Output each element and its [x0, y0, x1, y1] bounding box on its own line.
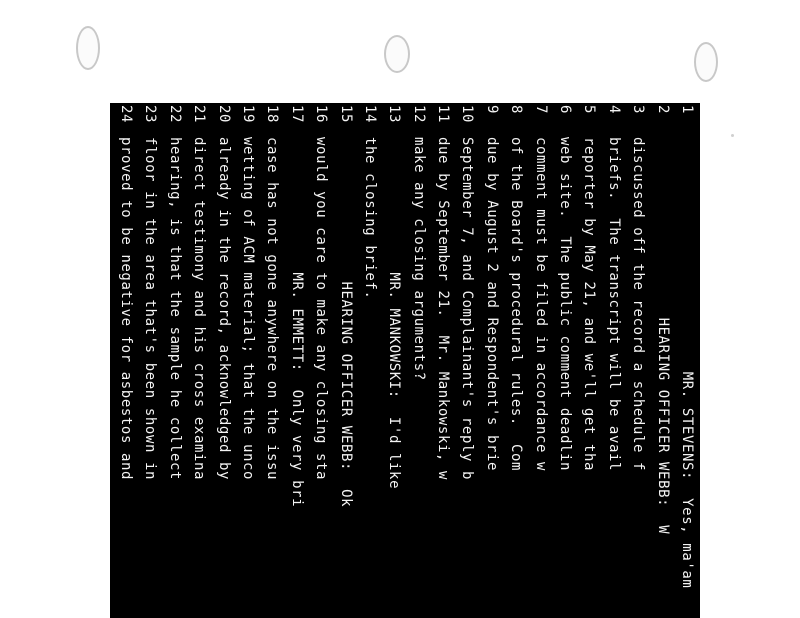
transcript-line [162, 103, 186, 618]
line-number: 23 [142, 105, 159, 124]
line-text: HEARING OFFICER WEBB: W [654, 137, 671, 535]
transcript-line [187, 103, 211, 618]
transcript-text-block [110, 103, 700, 618]
binder-hole-center [384, 35, 410, 73]
line-number: 6 [557, 105, 574, 115]
line-number: 11 [435, 105, 452, 124]
line-number: 12 [410, 105, 427, 124]
transcript-page [110, 103, 700, 618]
line-number: 5 [581, 105, 598, 115]
scan-speck [731, 134, 734, 137]
line-text: briefs. The transcript will be avail [605, 137, 622, 472]
line-text: already in the record, acknowledged by [215, 137, 232, 481]
transcript-line [479, 103, 503, 618]
line-text: discussed off the record a schedule f [630, 137, 647, 472]
line-number: 24 [118, 105, 135, 124]
line-number: 13 [386, 105, 403, 124]
line-text: proved to be negative for asbestos and [118, 137, 135, 481]
line-text: MR. MANKOWSKI: I'd like [386, 137, 403, 490]
line-number: 16 [313, 105, 330, 124]
transcript-line [455, 103, 479, 618]
transcript-line [577, 103, 601, 618]
transcript-line [284, 103, 308, 618]
line-text: of the Board's procedural rules. Com [508, 137, 525, 472]
transcript-line [504, 103, 528, 618]
line-number: 19 [239, 105, 256, 124]
binder-hole-left [76, 26, 100, 70]
line-number: 15 [337, 105, 354, 124]
line-number: 21 [191, 105, 208, 124]
line-text: reporter by May 21, and we'll get tha [581, 137, 598, 472]
line-text: MR. EMMETT: Only very bri [288, 137, 305, 508]
line-text: comment must be filed in accordance w [532, 137, 549, 472]
line-number: 8 [508, 105, 525, 115]
transcript-line [382, 103, 406, 618]
line-number: 3 [630, 105, 647, 115]
transcript-line [675, 103, 699, 618]
line-text: make any closing arguments? [410, 137, 427, 381]
line-text: direct testimony and his cross examina [191, 137, 208, 481]
line-text: web site. The public comment deadlin [557, 137, 574, 472]
transcript-line [211, 103, 235, 618]
line-number: 14 [361, 105, 378, 124]
line-text: MR. STEVENS: Yes, ma'am [679, 137, 695, 589]
line-number: 18 [264, 105, 281, 124]
transcript-line [406, 103, 430, 618]
line-text: HEARING OFFICER WEBB: Ok [337, 137, 354, 508]
line-number: 20 [215, 105, 232, 124]
line-number: 10 [459, 105, 476, 124]
transcript-line [333, 103, 357, 618]
line-number: 9 [483, 105, 500, 115]
transcript-line [431, 103, 455, 618]
binder-hole-right [694, 42, 718, 82]
line-text: would you care to make any closing sta [313, 137, 330, 481]
transcript-line [309, 103, 333, 618]
line-text: wetting of ACM material; that the unco [239, 137, 256, 481]
line-text: September 7, and Complainant's reply b [459, 137, 476, 481]
line-number: 22 [166, 105, 183, 124]
transcript-line [236, 103, 260, 618]
transcript-line [358, 103, 382, 618]
line-number: 4 [605, 105, 622, 115]
line-text: hearing, is that the sample he collect [166, 137, 183, 481]
line-number: 17 [288, 105, 305, 124]
line-text: due by September 21. Mr. Mankowski, w [435, 137, 452, 481]
transcript-line [528, 103, 552, 618]
line-text: floor in the area that's been shown in [142, 137, 159, 481]
line-number: 7 [532, 105, 549, 115]
transcript-line [626, 103, 650, 618]
transcript-line [553, 103, 577, 618]
line-number: 1 [679, 105, 695, 115]
line-text: due by August 2 and Respondent's brie [483, 137, 500, 472]
transcript-line [260, 103, 284, 618]
transcript-line [138, 103, 162, 618]
transcript-line [601, 103, 625, 618]
transcript-line [114, 103, 138, 618]
line-number: 2 [654, 105, 671, 115]
transcript-line [650, 103, 674, 618]
line-text: the closing brief. [361, 137, 378, 300]
line-text: case has not gone anywhere on the issu [264, 137, 281, 481]
